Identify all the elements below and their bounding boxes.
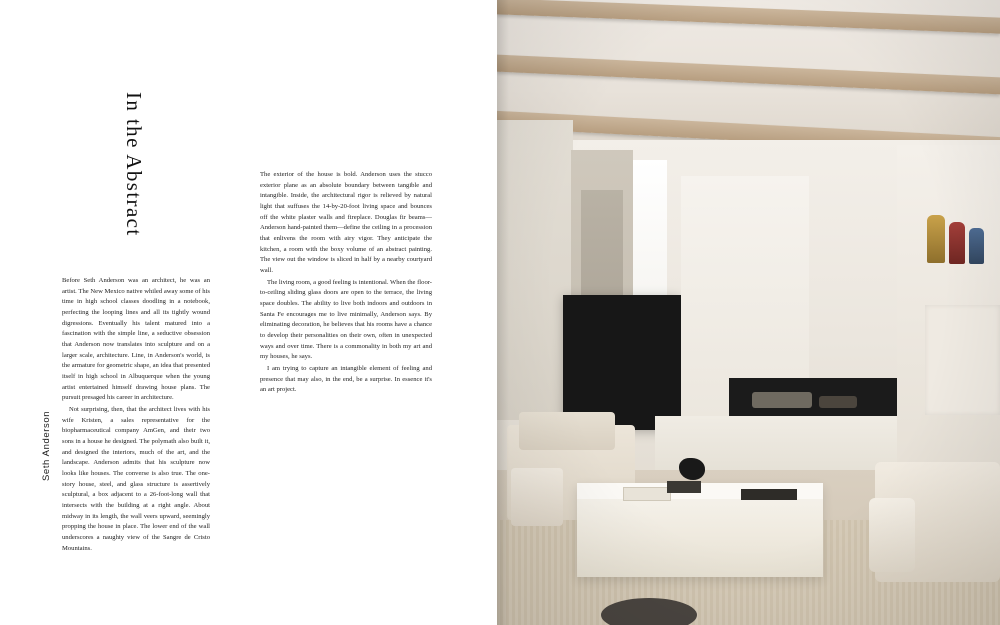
paragraph: The living room, a good feeling is intentional. When the floor-to-ceiling sliding glass doors are open to the terrace, the living space doubles. The ability to live both indoors and outdoors in Santa Fe encourages me to live minimally, Anderson says. By eliminating decoration, he believes that his rooms have a chance to develop their personalities on their own, often in unexpected ways and over time. There is a commonality in both my art and my houses, he says.: [260, 278, 432, 361]
fireplace-logs: [752, 392, 812, 408]
paragraph: Not surprising, then, that the architect lives with his wife Kristen, a sales representative for the biopharmaceutical company AmGen, and their two sons in a house he designed. The polymath also built it, and designed the interiors, much of the art, and the landscape. Anderson admits that his sculpture now looks like houses. The converse is also true. The one-story house, steel, and glass structure is assertively sculptural, a box adjacent to a 26-foot-long wall that intersects with the building at a right angle. About midway in its length, the wall veers upward, seemingly propping the house in place. The lower end of the wall underscores a naughty view of the Sangre de Cristo Mountains.: [62, 406, 210, 552]
book: [741, 489, 797, 500]
black-sculpture: [679, 458, 705, 480]
santos-figurine: [969, 228, 984, 264]
wall-niche: [925, 305, 1000, 415]
paragraph: The exterior of the house is bold. Anderson uses the stucco exterior plane as an absolute boundary between tangible and intangible. Inside, the architectural rigor is relieved by natural light that suffuses the 14-by-20-foot living space and bounces off the white plaster walls and fireplace. Douglas fir beams—Anderson hand-painted them—define the ceiling in a procession that enlivens the room with airy vigor. They anticipate the kitchen, a room with the boxy volume of an abstract painting. The view out the window is sliced in half by a nearby courtyard wall.: [260, 171, 432, 275]
interior-photograph: [497, 0, 1000, 625]
santos-figurine: [949, 222, 965, 264]
sofa-back: [519, 412, 615, 450]
paragraph: Before Seth Anderson was an architect, he was an artist. The New Mexico native whiled away some of his time in high school classes doodling in a notebook, perfecting the looping lines and all its tightly wound digressions. Eventually his talent matured into a fascination with the simple line, a seductive obsession that Anderson now translates into sculpture and on a larger scale, architecture. Line, in Anderson's world, is the armature for geometric shape, an idea that presented itself in high school in Albuquerque when the young artist entertained himself drawing house plans. The pursuit presaged his career in architecture.: [62, 277, 210, 402]
sofa-arm: [511, 468, 563, 526]
left-wall: [497, 120, 573, 420]
fireplace-logs: [819, 396, 857, 408]
body-column-left: [62, 276, 210, 554]
round-side-table: [601, 598, 697, 625]
body-column-right: [260, 170, 432, 396]
paragraph: I am trying to capture an intangible element of feeling and presence that may also, in the end, be a surprise. In essence it's an art project.: [260, 365, 432, 394]
left-text-page: [0, 0, 497, 625]
armchair-arm: [869, 498, 915, 572]
running-head: Seth Anderson: [41, 410, 52, 481]
book: [667, 481, 701, 493]
page-title: In the Abstract: [122, 92, 146, 237]
dark-abstract-painting: [563, 295, 681, 430]
santos-figurine: [927, 215, 945, 263]
book: [623, 487, 671, 501]
